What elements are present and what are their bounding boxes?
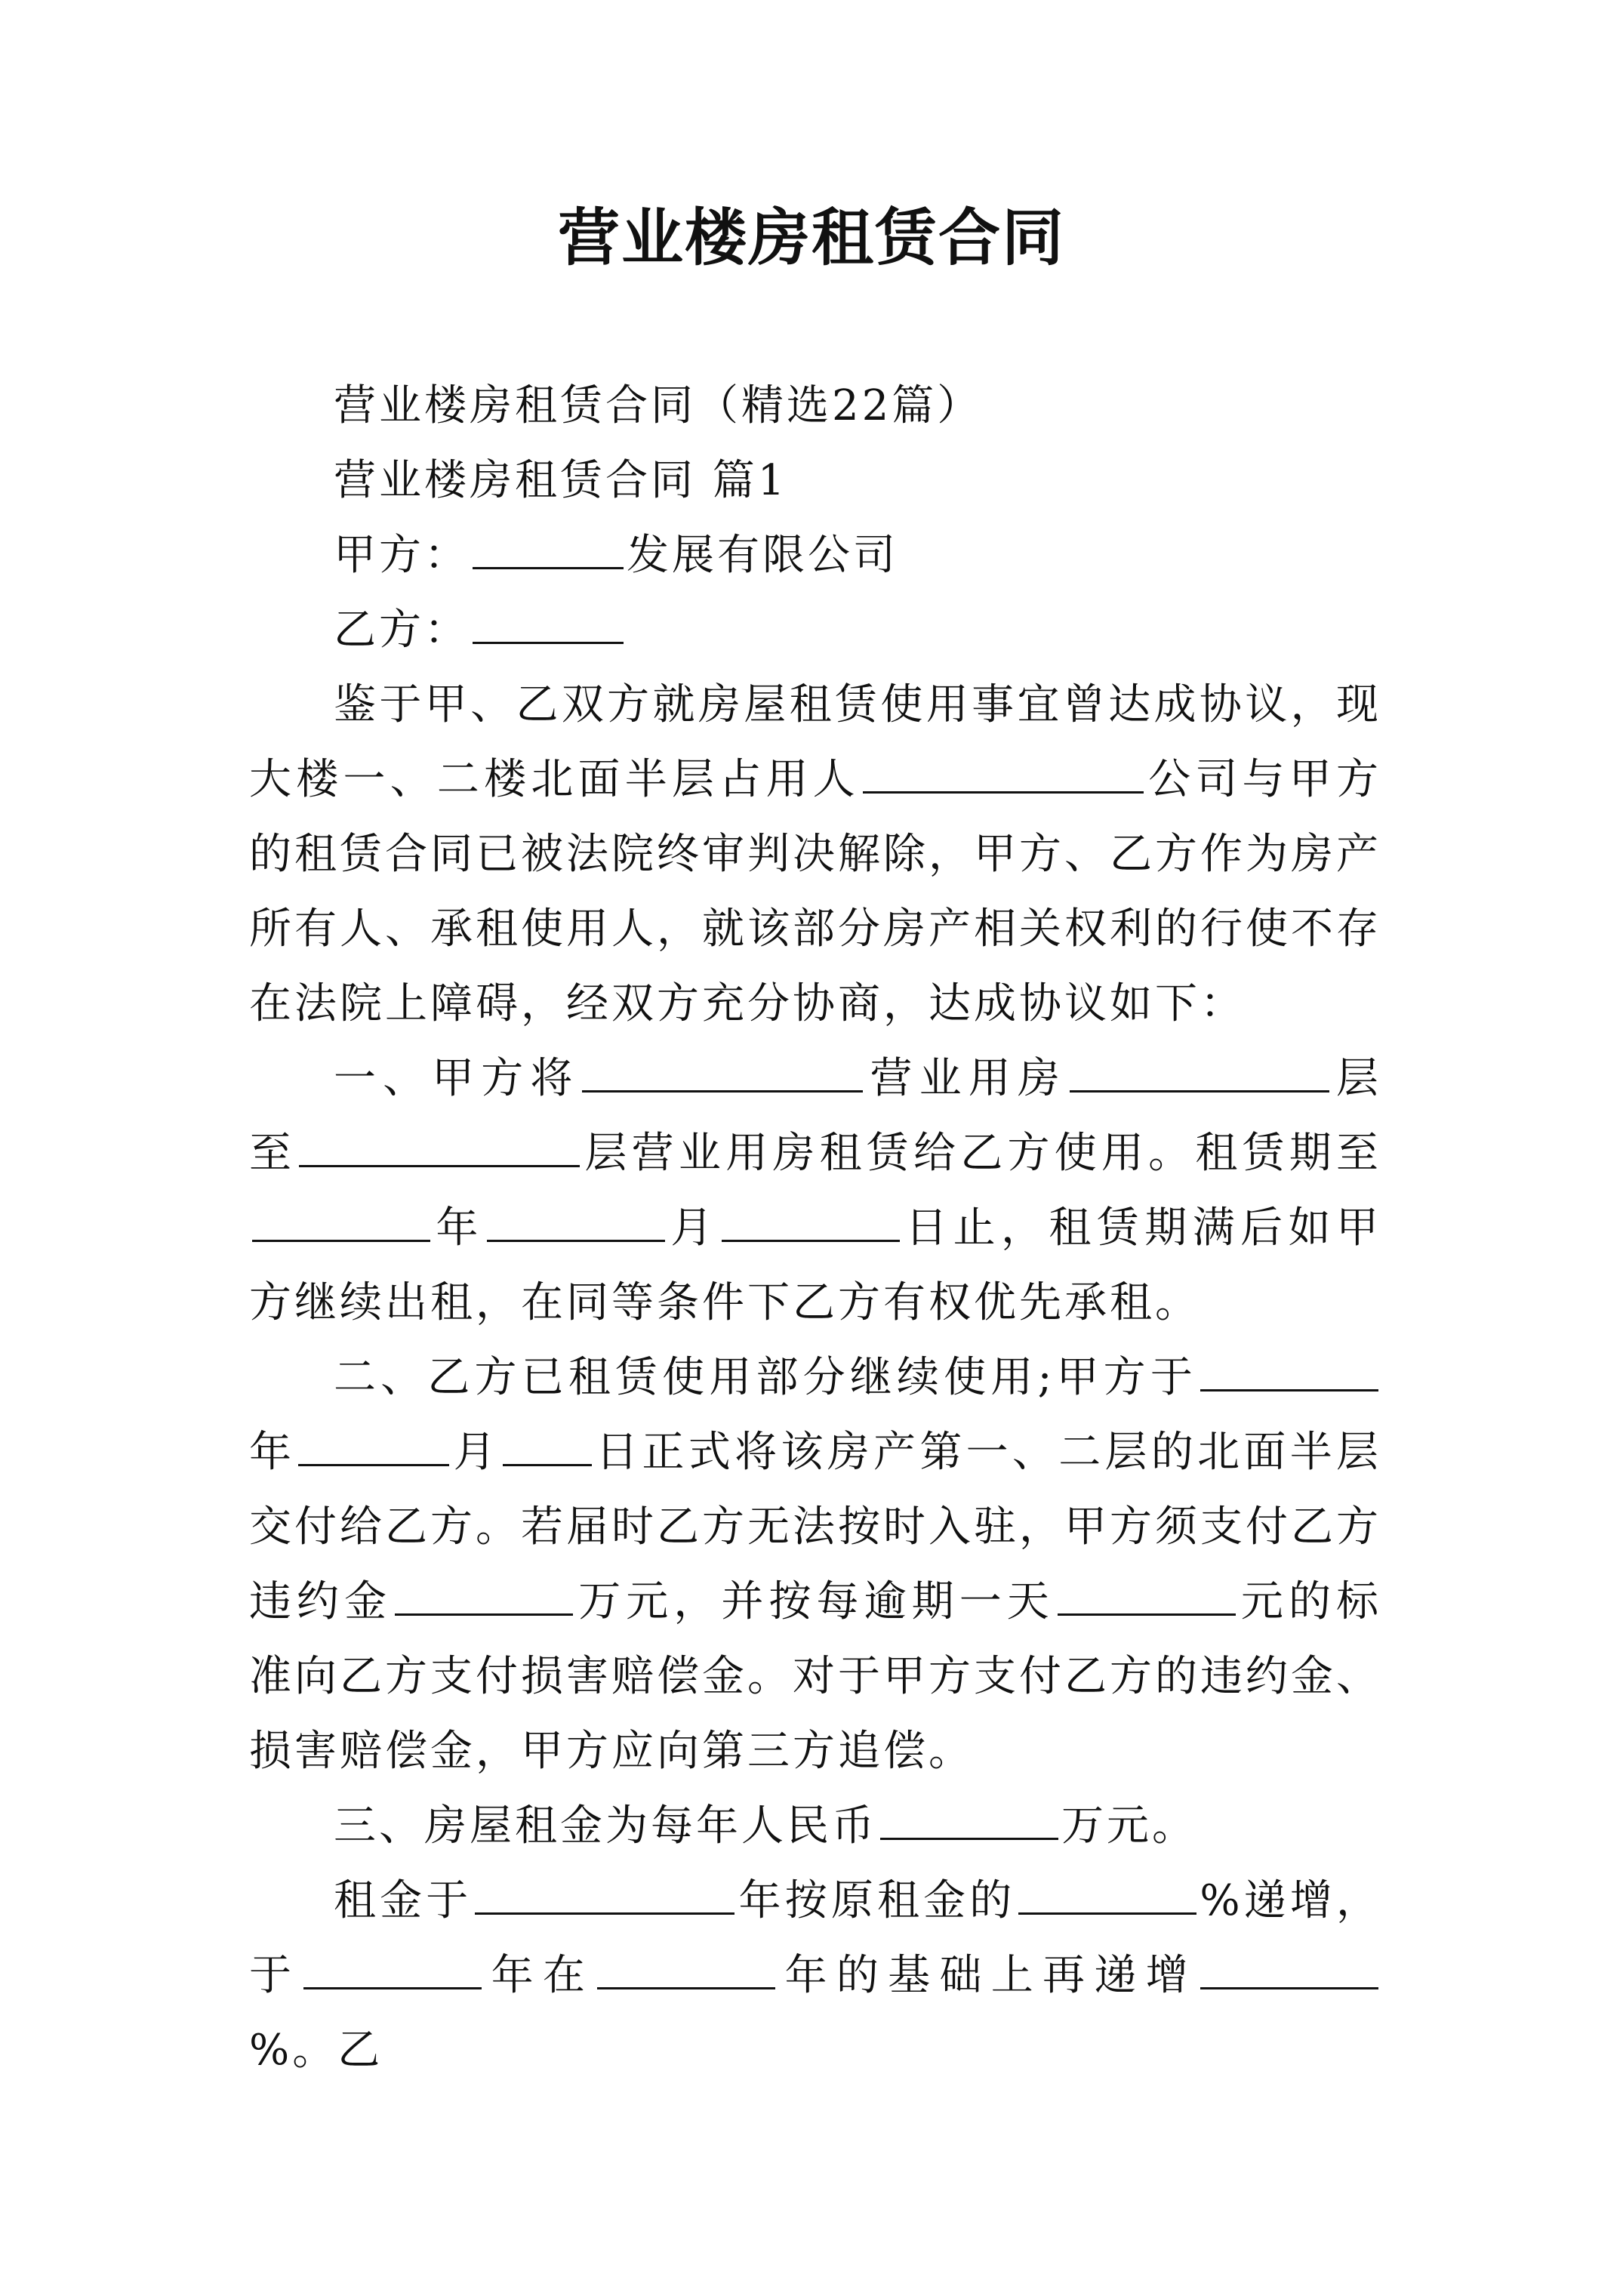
blank-field [582,1049,863,1093]
subtitle [249,368,1381,443]
section-heading [249,443,1381,518]
text-run: 租金于 [334,1876,473,1925]
document-body [249,368,1381,2088]
blank-field [395,1573,573,1616]
blank-field [303,1946,482,1989]
blank-field [597,1946,775,1989]
blank-field [1200,1946,1378,1989]
blank-field [473,526,624,569]
document-title: 营业楼房租赁合同 [557,202,1065,274]
text-run: 日止，租赁期满后如甲方继续出租，在同等条件下乙方有权优先承租。 [249,1203,1382,1327]
section-heading-text: 营业楼房租赁合同 篇1 [334,456,788,505]
text-run: 年的基础上再递增 [778,1951,1198,2000]
text-run: 日正式将该房产第一、二层的北面半层交付给乙方。若届时乙方无法按时入驻，甲方须支付乙方违约金 [249,1428,1382,1626]
paragraph-clause-2 [249,1340,1381,1789]
text-run: 万元，并按每逾期一天 [576,1577,1055,1626]
blank-field [298,1423,449,1466]
blank-field [252,1199,430,1242]
subtitle-text: 营业楼房租赁合同（精选22篇） [334,381,983,430]
paragraph-clause-1 [249,1041,1381,1340]
party-a-label: 甲方： [334,531,470,580]
text-run: 鉴于甲、乙双方就房屋租赁使用事宜曾达成协议，现大楼一、二楼北面半层占用人 [249,680,1381,804]
text-run: 层营业用房租赁给乙方使用。租赁期至 [583,1129,1382,1178]
paragraph-clause-4 [249,1863,1381,2088]
text-run: 一、甲方将 [334,1054,580,1103]
blank-field [299,1124,580,1167]
text-run: 月 [667,1203,719,1253]
blank-field [1058,1573,1236,1616]
text-run: 万元。 [1061,1801,1197,1851]
text-run: 年 [249,1428,296,1477]
blank-field [722,1199,900,1242]
blank-field [880,1797,1058,1840]
text-run: 年按原租金的 [738,1876,1016,1925]
text-run: 营业用房 [866,1054,1067,1103]
text-run: 年在 [485,1951,595,2000]
text-run: 月 [452,1428,500,1477]
text-run: %递增，于 [249,1876,1382,2000]
blank-field [503,1423,592,1466]
text-run: 公司与甲方的租赁合同已被法院终审判决解除，甲方、乙方作为房产所有人、承租使用人，就该部分房产相关权利的行使不存在法院上障碍，经双方充分协商，达成协议如下： [249,755,1382,1028]
blank-field [1070,1049,1329,1093]
party-b-label: 乙方： [334,606,470,655]
party-a-line [249,518,1381,593]
party-a-suffix: 发展有限公司 [627,531,898,580]
blank-field [1018,1872,1196,1915]
party-b-line [249,593,1381,667]
blank-field [487,1199,665,1242]
blank-field [863,750,1144,794]
blank-field [475,1872,735,1915]
text-run: 年 [433,1203,484,1253]
text-run: 元的标准向乙方支付损害赔偿金。对于甲方支付乙方的违约金、损害赔偿金，甲方应向第三方追偿。 [249,1577,1382,1776]
paragraph-intro [249,667,1381,1041]
text-run: 二、乙方已租赁使用部分继续使用;甲方于 [334,1353,1197,1402]
blank-field [1200,1348,1378,1391]
text-run: 层至 [249,1054,1382,1178]
text-run: 三、房屋租金为每年人民币 [334,1801,877,1851]
text-run: %。乙 [249,2026,383,2075]
blank-field [473,601,624,644]
paragraph-clause-3 [249,1789,1381,1863]
